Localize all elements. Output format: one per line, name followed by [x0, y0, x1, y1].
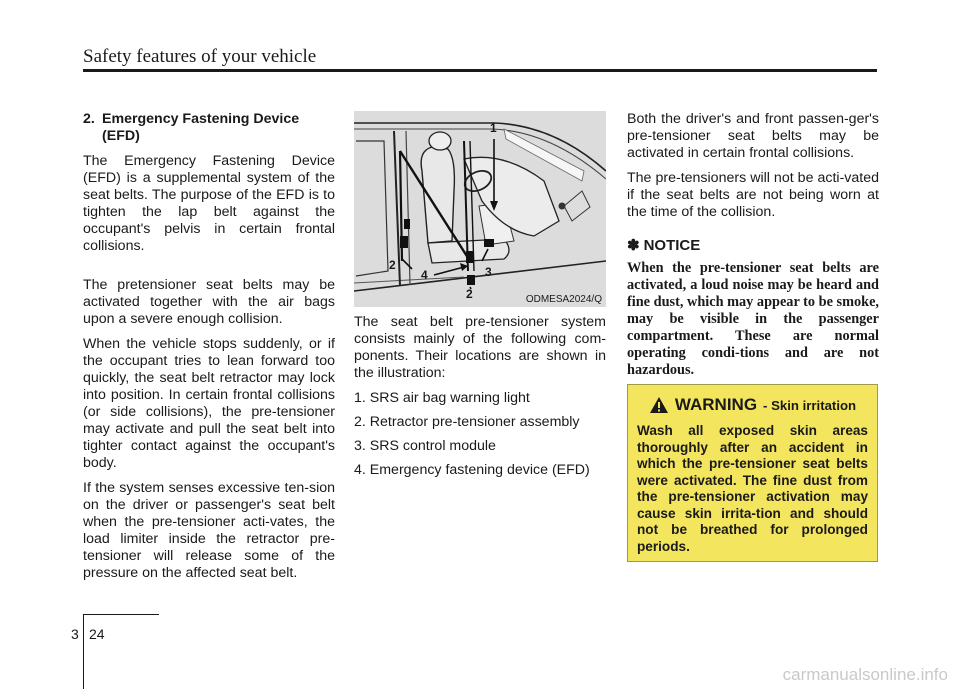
section-number: 2.	[83, 111, 95, 127]
list-item: 3. SRS control module	[354, 438, 496, 454]
callout-4: 4	[421, 268, 428, 282]
paragraph-both-seats: Both the driver's and front passen-ger's pre-tensioner seat belts may be activated in certain frontal collisions.	[627, 111, 879, 161]
header-title: Safety features of your vehicle	[83, 46, 317, 67]
paragraph-efd-intro: The Emergency Fastening Device (EFD) is a supplemental system of the seat belts. The purpose of the EFD is to tighten the lap belt against the occupant's pelvis in certain frontal collisions.	[83, 153, 335, 254]
callout-2-bottom: 2	[466, 287, 473, 301]
column-middle	[354, 314, 606, 486]
header-rule	[83, 69, 877, 72]
list-item: 2. Retractor pre-tensioner assembly	[354, 414, 580, 430]
notice-title: NOTICE	[643, 237, 701, 254]
column-left	[83, 111, 335, 590]
car-interior-drawing	[354, 111, 606, 307]
footer-rule-vertical	[83, 614, 84, 689]
paragraph-sudden-stop: When the vehicle stops suddenly, or if the occupant tries to lean forward too quickly, the seat belt retractor may lock into position. In certain frontal collisions (or side collisions), the pre-tensioner may activate and pull the seat belt into tighter contact against the occupant's body.	[83, 336, 335, 471]
paragraph-pretensioner-airbags: The pretensioner seat belts may be activated together with the air bags upon a severe enough collision.	[83, 277, 335, 327]
paragraph-load-limiter: If the system senses excessive ten-sion on the driver or passenger's seat belt when the pre-tensioner acti-vates, the load limiter inside the retractor pre-tensioner will release some of the pressure on the affected seat belt.	[83, 480, 335, 581]
section-heading-line1: Emergency Fastening Device	[102, 111, 300, 127]
figure-caption: ODMESA2024/Q	[525, 294, 602, 305]
column-right	[627, 111, 879, 379]
notice-star-icon: ✽	[627, 237, 640, 254]
pretensioner-illustration	[354, 111, 606, 307]
warning-body: Wash all exposed skin areas thoroughly after an accident in which the pre-tensioner seat belts were activated. The fine dust from the pre-tensioner activation may cause skin irrita-tion and should not be breathed for prolonged periods.	[637, 423, 868, 554]
warning-title: WARNING	[674, 395, 758, 414]
warning-subtitle: - Skin irritation	[763, 397, 857, 413]
list-item: 1. SRS air bag warning light	[354, 390, 530, 406]
notice-body: When the pre-tensioner seat belts are activated, a loud noise may be heard and fine dust, which may appear to be smoke, may be visible in the passenger compartment. These are normal operating condi-tions and are not hazardous.	[627, 260, 879, 378]
page-chapter: 3	[71, 626, 79, 642]
warning-heading	[637, 395, 868, 415]
section-heading	[83, 111, 335, 145]
callout-2-left: 2	[389, 258, 396, 272]
page-number: 24	[89, 626, 105, 642]
notice-heading	[627, 237, 879, 254]
warning-box	[627, 384, 878, 562]
section-heading-line2: (EFD)	[102, 128, 140, 144]
list-item: 4. Emergency fastening device (EFD)	[354, 462, 590, 478]
paragraph-not-worn: The pre-tensioners will not be acti-vated if the seat belts are not being worn at the time of the collision.	[627, 170, 879, 220]
callout-1: 1	[490, 121, 497, 135]
watermark: carmanualsonline.info	[782, 665, 948, 684]
callout-3: 3	[485, 265, 492, 279]
footer-rule-horizontal	[83, 614, 159, 615]
components-intro: The seat belt pre-tensioner system consists mainly of the following com-ponents. Their locations are shown in the illustration:	[354, 314, 606, 381]
warning-triangle-icon	[649, 396, 669, 414]
